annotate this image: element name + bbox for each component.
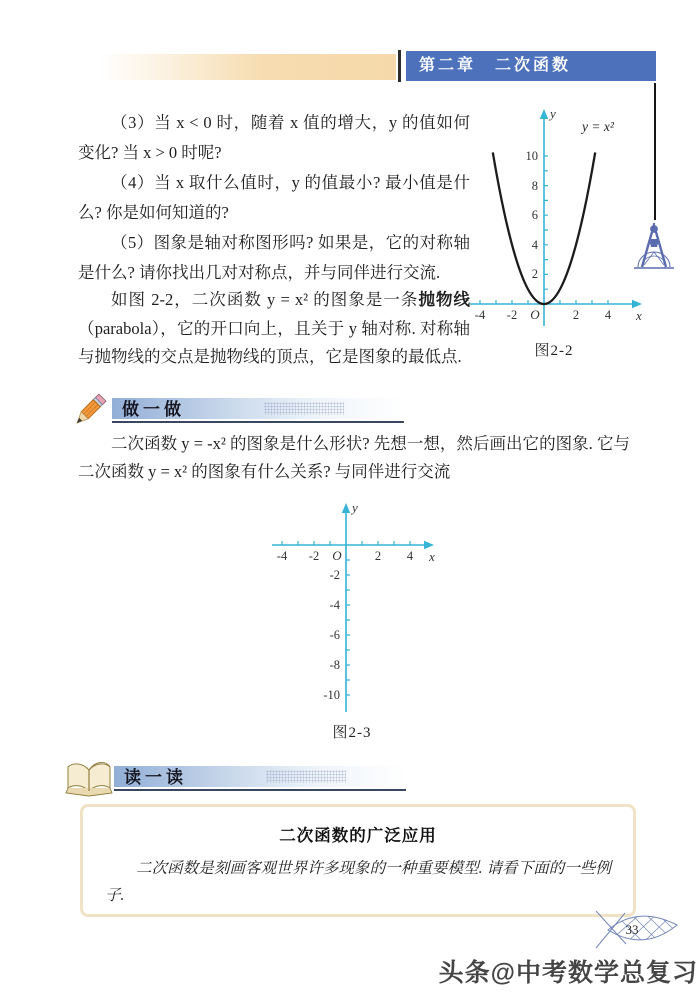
fig22-xtick-2: 2 (572, 308, 580, 322)
fig22-ytick-2: 2 (531, 267, 538, 281)
do-section-label: 做一做 (122, 400, 185, 419)
figure-2-3-caption: 图2-3 (332, 725, 372, 741)
do-section-bar (112, 398, 404, 419)
figure-2-2 (464, 101, 644, 360)
question-3: （3）当 x < 0 时，随着 x 值的增大，y 的值如何变化? 当 x > 0 时呢? (78, 113, 470, 162)
fig23-ytick-m6: -6 (329, 628, 340, 642)
question-4: （4）当 x 取什么值时，y 的值最小? 最小值是什么? 你是如何知道的? (78, 173, 470, 222)
fig23-y-axis-label: y (352, 500, 358, 515)
read-section-texture (266, 770, 346, 783)
header-divider (398, 50, 401, 82)
page-number: 33 (625, 922, 639, 937)
curve-label: y = x² (582, 119, 614, 134)
question-list (78, 108, 470, 288)
fig23-ytick-m8: -8 (329, 658, 340, 672)
fig23-ytick-m2: -2 (329, 568, 340, 582)
fig22-ytick-10: 10 (525, 149, 538, 163)
figure-2-2-caption: 图2-2 (534, 343, 574, 359)
fig23-xtick-m2: -2 (308, 549, 320, 563)
question-5: （5）图象是轴对称图形吗? 如果是，它的对称轴是什么? 请你找出几对对称点，并与同伴进行交流. (78, 233, 470, 282)
header-tan-bar (100, 54, 396, 80)
do-section-underline (112, 421, 404, 423)
fig23-origin-label: O (332, 548, 342, 563)
fig23-ytick-m10: -10 (323, 688, 340, 702)
fig23-xtick-m4: -4 (276, 549, 288, 563)
figure-2-3 (262, 497, 442, 742)
read-box (80, 804, 636, 917)
read-section-label: 读一读 (124, 768, 187, 787)
parabola-keyword: 抛物线 (418, 290, 470, 309)
open-book-icon (63, 758, 115, 798)
read-box-body: 二次函数是刻画客观世界许多现象的一种重要模型. 请看下面的一些例子. (105, 860, 611, 904)
fig22-xtick-m4: -4 (474, 308, 486, 322)
chapter-banner: 第二章 二次函数 (406, 51, 656, 81)
do-section-texture (264, 402, 344, 415)
read-box-title: 二次函数的广泛应用 (279, 826, 437, 845)
fig23-xtick-4: 4 (406, 549, 414, 563)
read-section-bar (114, 766, 406, 787)
parabola-paragraph-prefix: 如图 2-2，二次函数 y = x² 的图象是一条 (111, 290, 419, 309)
parabola-paragraph (78, 286, 470, 372)
figure-2-3-plot (262, 497, 442, 715)
fig22-origin-label: O (530, 307, 540, 322)
fig22-xtick-4: 4 (604, 308, 612, 322)
pencil-icon (69, 391, 109, 431)
fig23-ytick-m4: -4 (329, 598, 340, 612)
read-section-underline (114, 789, 406, 791)
fig23-xtick-2: 2 (374, 549, 382, 563)
fig23-x-axis-label: x (429, 549, 435, 564)
parabola-paragraph-suffix: （parabola），它的开口向上，且关于 y 轴对称. 对称轴与抛物线的交点是抛物线的顶点，它是图象的最低点. (78, 318, 470, 366)
fig22-ytick-4: 4 (531, 238, 538, 252)
watermark-text: 头条@中考数学总复习 (438, 959, 698, 987)
fig22-y-axis-label: y (550, 106, 556, 121)
fig22-ytick-6: 6 (531, 208, 538, 222)
figure-2-2-plot (464, 101, 644, 333)
fig22-xtick-m2: -2 (506, 308, 518, 322)
margin-rule (654, 83, 656, 220)
fig22-ytick-8: 8 (531, 179, 538, 193)
do-section-text: 二次函数 y = -x² 的图象是什么形状? 先想一想，然后画出它的图象. 它与二次函数 y = x² 的图象有什么关系? 与同伴进行交流 (78, 434, 630, 481)
fig22-x-axis-label: x (636, 308, 642, 323)
